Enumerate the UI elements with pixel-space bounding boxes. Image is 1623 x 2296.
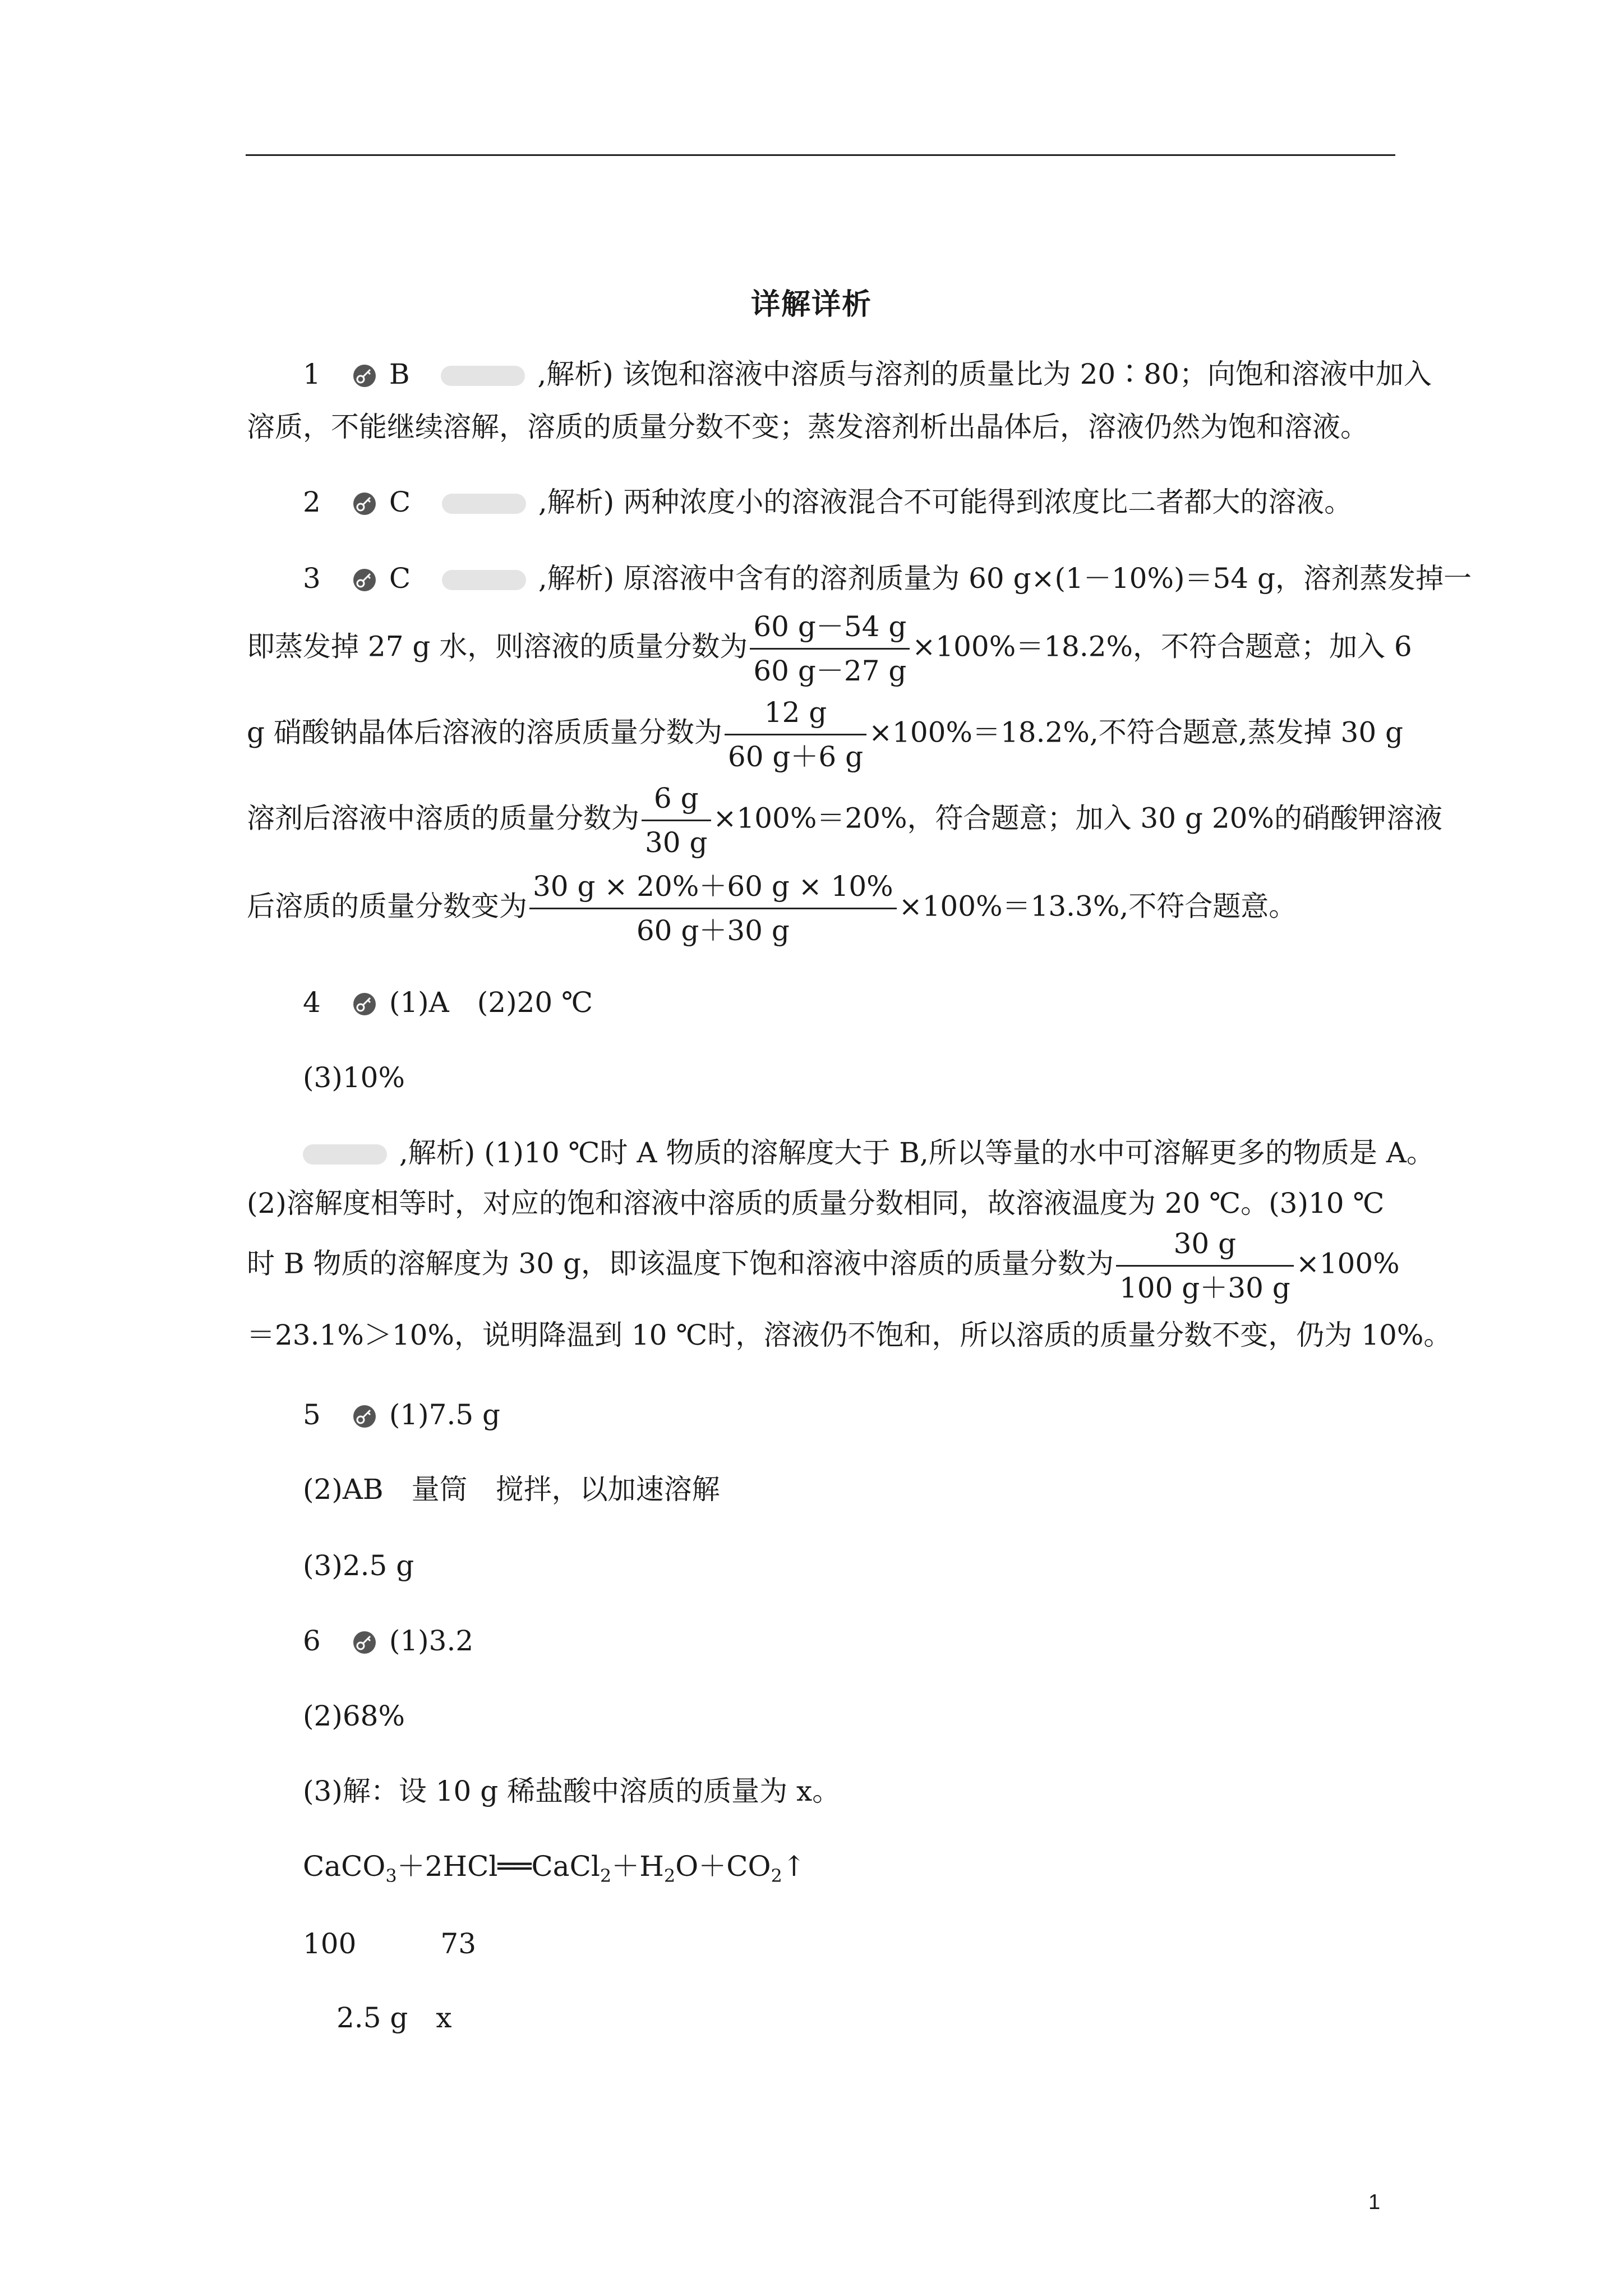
chemical-equation [303,1847,1453,1895]
fraction-denominator: 60 g＋30 g [636,914,790,947]
answer-letter: B [389,358,410,390]
fraction-denominator: 60 g＋6 g [727,740,864,773]
equation-part: ＋2HCl══CaCl [396,1850,600,1883]
fraction-denominator: 100 g＋30 g [1119,1272,1290,1304]
key-icon [352,568,377,592]
answer-letter: C [389,486,411,518]
fraction-numerator: 30 g [1116,1226,1294,1267]
analysis-marker [303,1144,387,1165]
equation-part: ＋H [611,1850,664,1883]
question-number: 1 [303,358,321,390]
q1-line-1 [303,355,1453,394]
equation-subscript: 2 [600,1865,612,1887]
equation-subscript: 2 [771,1865,782,1887]
question-number: 4 [303,986,321,1019]
q6-line-2: (2)68% [303,1700,405,1732]
key-icon [352,491,377,516]
fraction-denominator: 30 g [645,826,708,859]
key-icon [352,992,377,1016]
analysis-label: ,解析) [537,358,614,390]
q3-text: ×100%＝13.3%,不符合题意。 [898,890,1297,923]
analysis-label: ,解析) [538,486,615,518]
q5-line-2: (2)AB 量筒 搅拌，以加速溶解 [303,1473,720,1506]
key-icon [352,364,377,388]
q3-line-2 [247,609,1412,689]
q3-text: ×100%＝18.2%，不符合题意；加入 6 [912,630,1412,663]
answer-text: (1)A (2)20 ℃ [389,986,593,1019]
fraction [642,780,711,861]
key-icon [352,1404,377,1429]
fraction-numerator: 30 g × 20%＋60 g × 10% [529,868,897,909]
q4-analysis-line-1 [303,1133,1453,1172]
q6-ratio-row-2: 2.5 g x [336,2001,452,2034]
q5-line-3: (3)2.5 g [303,1549,414,1582]
q3-text: ×100%＝18.2%,不符合题意,蒸发掉 30 g [869,716,1404,749]
q3-line-1 [303,559,1472,598]
analysis-label: ,解析) [399,1137,476,1169]
fraction [750,609,910,689]
answer-text: (1)7.5 g [389,1398,501,1431]
analysis-label: ,解析) [538,562,615,595]
equation-part: O＋CO [675,1850,771,1883]
q6-line-1 [303,1621,1453,1660]
answer-letter: C [389,562,411,595]
q3-line-4 [247,780,1442,861]
fraction-numerator: 60 g－54 g [750,609,910,650]
q3-text: g 硝酸钠晶体后溶液的溶质质量分数为 [247,716,722,749]
analysis-marker [442,494,526,514]
analysis-text: 两种浓度小的溶液混合不可能得到浓度比二者都大的溶液。 [623,486,1353,518]
analysis-text: (1)10 ℃时 A 物质的溶解度大于 B,所以等量的水中可溶解更多的物质是 A。 [484,1137,1435,1169]
fraction [529,868,897,949]
equation-subscript: 2 [663,1865,676,1887]
q4-text: ×100% [1295,1247,1400,1280]
q3-text: 后溶质的质量分数变为 [247,890,527,923]
q4-analysis-line-3 [247,1226,1400,1306]
analysis-marker [442,570,526,590]
fraction-numerator: 6 g [642,780,711,821]
fraction [1116,1226,1294,1306]
q4-text: 时 B 物质的溶解度为 30 g，即该温度下饱和溶液中溶质的质量分数为 [247,1247,1114,1280]
question-number: 6 [303,1625,321,1657]
q3-line-3 [247,694,1404,775]
equation-subscript: 3 [385,1865,397,1887]
question-number: 3 [303,562,321,595]
fraction-numerator: 12 g [725,694,866,735]
fraction [725,694,866,775]
question-number: 2 [303,486,321,518]
q4-analysis-line-2: (2)溶解度相等时，对应的饱和溶液中溶质的质量分数相同，故溶液温度为 20 ℃。(3)10 ℃ [247,1187,1385,1220]
analysis-marker [441,366,525,386]
q3-text: ×100%＝20%，符合题意；加入 30 g 20%的硝酸钾溶液 [713,802,1442,835]
q3-text: 溶剂后溶液中溶质的质量分数为 [247,802,639,835]
page-number: 1 [1368,2191,1381,2214]
q2-line-1 [303,482,1453,522]
analysis-text: 原溶液中含有的溶剂质量为 60 g×(1－10%)＝54 g，溶剂蒸发掉一 [623,562,1472,595]
q6-ratio-row-1: 100 73 [303,1927,477,1960]
q4-analysis-line-4: ＝23.1%＞10%，说明降温到 10 ℃时，溶液仍不饱和，所以溶质的质量分数不变，仍为 10%。 [247,1319,1452,1351]
q5-line-1 [303,1395,1453,1434]
q4-line-2: (3)10% [303,1061,405,1094]
q3-text: 即蒸发掉 27 g 水，则溶液的质量分数为 [247,630,748,663]
q6-line-3: (3)解：设 10 g 稀盐酸中溶质的质量为 x。 [303,1775,841,1807]
question-number: 5 [303,1398,321,1431]
equation-part: CaCO [303,1850,386,1883]
key-icon [352,1630,377,1655]
analysis-text: 该饱和溶液中溶质与溶剂的质量比为 20∶80；向饱和溶液中加入 [622,358,1432,390]
gas-arrow: ↑ [782,1850,806,1883]
q3-line-5 [247,868,1396,949]
page-title: 详解详析 [750,287,872,321]
q1-line-2: 溶质，不能继续溶解，溶质的质量分数不变；蒸发溶剂析出晶体后，溶液仍然为饱和溶液。 [247,411,1368,443]
answer-text: (1)3.2 [389,1625,474,1657]
q4-line-1 [303,983,1453,1022]
fraction-denominator: 60 g－27 g [753,655,907,687]
header-rule [246,154,1395,156]
